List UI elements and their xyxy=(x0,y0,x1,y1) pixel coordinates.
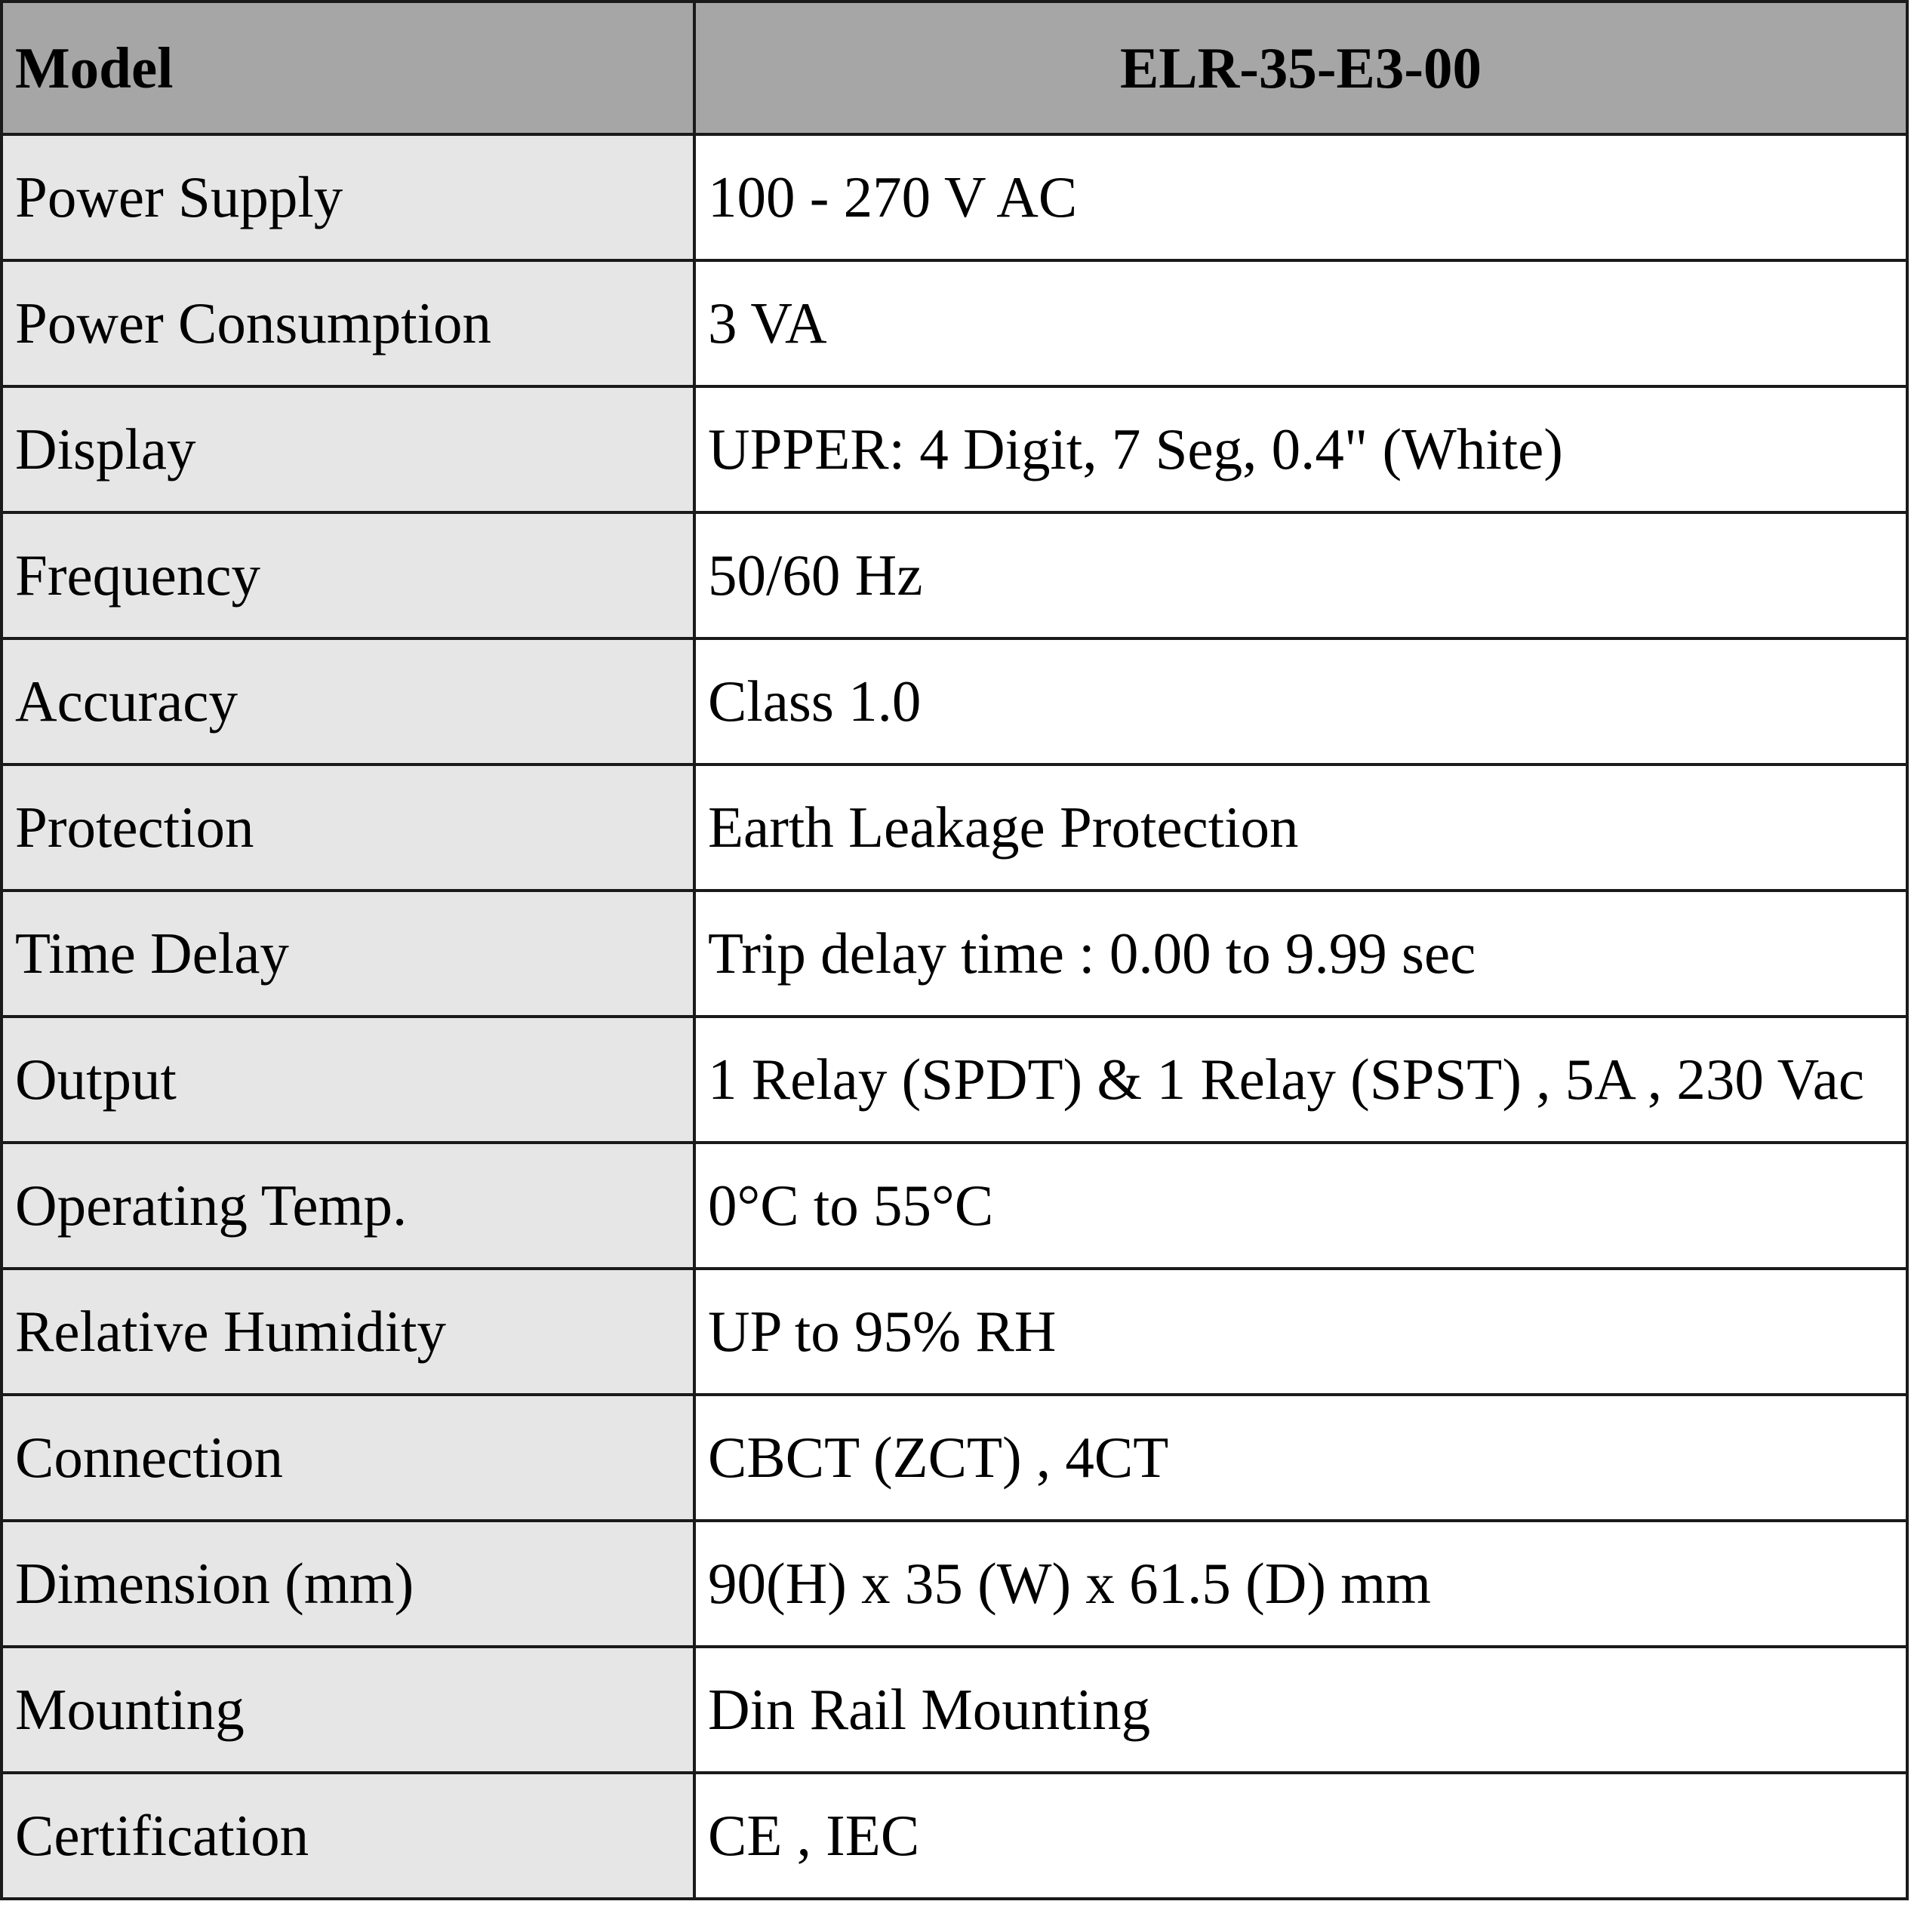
spec-label: Power Supply xyxy=(2,134,694,260)
table-row xyxy=(2,764,1907,891)
spec-value: 1 Relay (SPDT) & 1 Relay (SPST) , 5A , 230 Vac xyxy=(694,1017,1907,1143)
table-row xyxy=(2,891,1907,1017)
spec-label: Certification xyxy=(2,1773,694,1899)
table-row xyxy=(2,1017,1907,1143)
table-row xyxy=(2,512,1907,638)
table-row xyxy=(2,386,1907,512)
spec-label: Relative Humidity xyxy=(2,1269,694,1395)
spec-value: Class 1.0 xyxy=(694,638,1907,764)
spec-value: UPPER: 4 Digit, 7 Seg, 0.4" (White) xyxy=(694,386,1907,512)
spec-value: 90(H) x 35 (W) x 61.5 (D) mm xyxy=(694,1521,1907,1647)
table-row xyxy=(2,134,1907,260)
spec-value: 0°C to 55°C xyxy=(694,1143,1907,1269)
spec-label: Operating Temp. xyxy=(2,1143,694,1269)
spec-value: 50/60 Hz xyxy=(694,512,1907,638)
spec-value: CE , IEC xyxy=(694,1773,1907,1899)
table-row xyxy=(2,1647,1907,1773)
spec-label: Frequency xyxy=(2,512,694,638)
spec-label: Output xyxy=(2,1017,694,1143)
table-row xyxy=(2,1773,1907,1899)
spec-label: Connection xyxy=(2,1395,694,1521)
spec-value: Din Rail Mounting xyxy=(694,1647,1907,1773)
header-model-cell: ELR-35-E3-00 xyxy=(694,2,1907,134)
spec-value: Trip delay time : 0.00 to 9.99 sec xyxy=(694,891,1907,1017)
table-row xyxy=(2,1521,1907,1647)
table-row xyxy=(2,638,1907,764)
spec-label: Accuracy xyxy=(2,638,694,764)
spec-value: 3 VA xyxy=(694,260,1907,386)
spec-value: UP to 95% RH xyxy=(694,1269,1907,1395)
table-row xyxy=(2,260,1907,386)
spec-label: Mounting xyxy=(2,1647,694,1773)
table-row xyxy=(2,1395,1907,1521)
spec-label: Display xyxy=(2,386,694,512)
spec-value: Earth Leakage Protection xyxy=(694,764,1907,891)
header-label-cell: Model xyxy=(2,2,694,134)
spec-label: Protection xyxy=(2,764,694,891)
spec-label: Power Consumption xyxy=(2,260,694,386)
spec-value: CBCT (ZCT) , 4CT xyxy=(694,1395,1907,1521)
table-header-row xyxy=(2,2,1907,134)
table-row xyxy=(2,1143,1907,1269)
spec-value: 100 - 270 V AC xyxy=(694,134,1907,260)
spec-label: Dimension (mm) xyxy=(2,1521,694,1647)
table-row xyxy=(2,1269,1907,1395)
spec-label: Time Delay xyxy=(2,891,694,1017)
